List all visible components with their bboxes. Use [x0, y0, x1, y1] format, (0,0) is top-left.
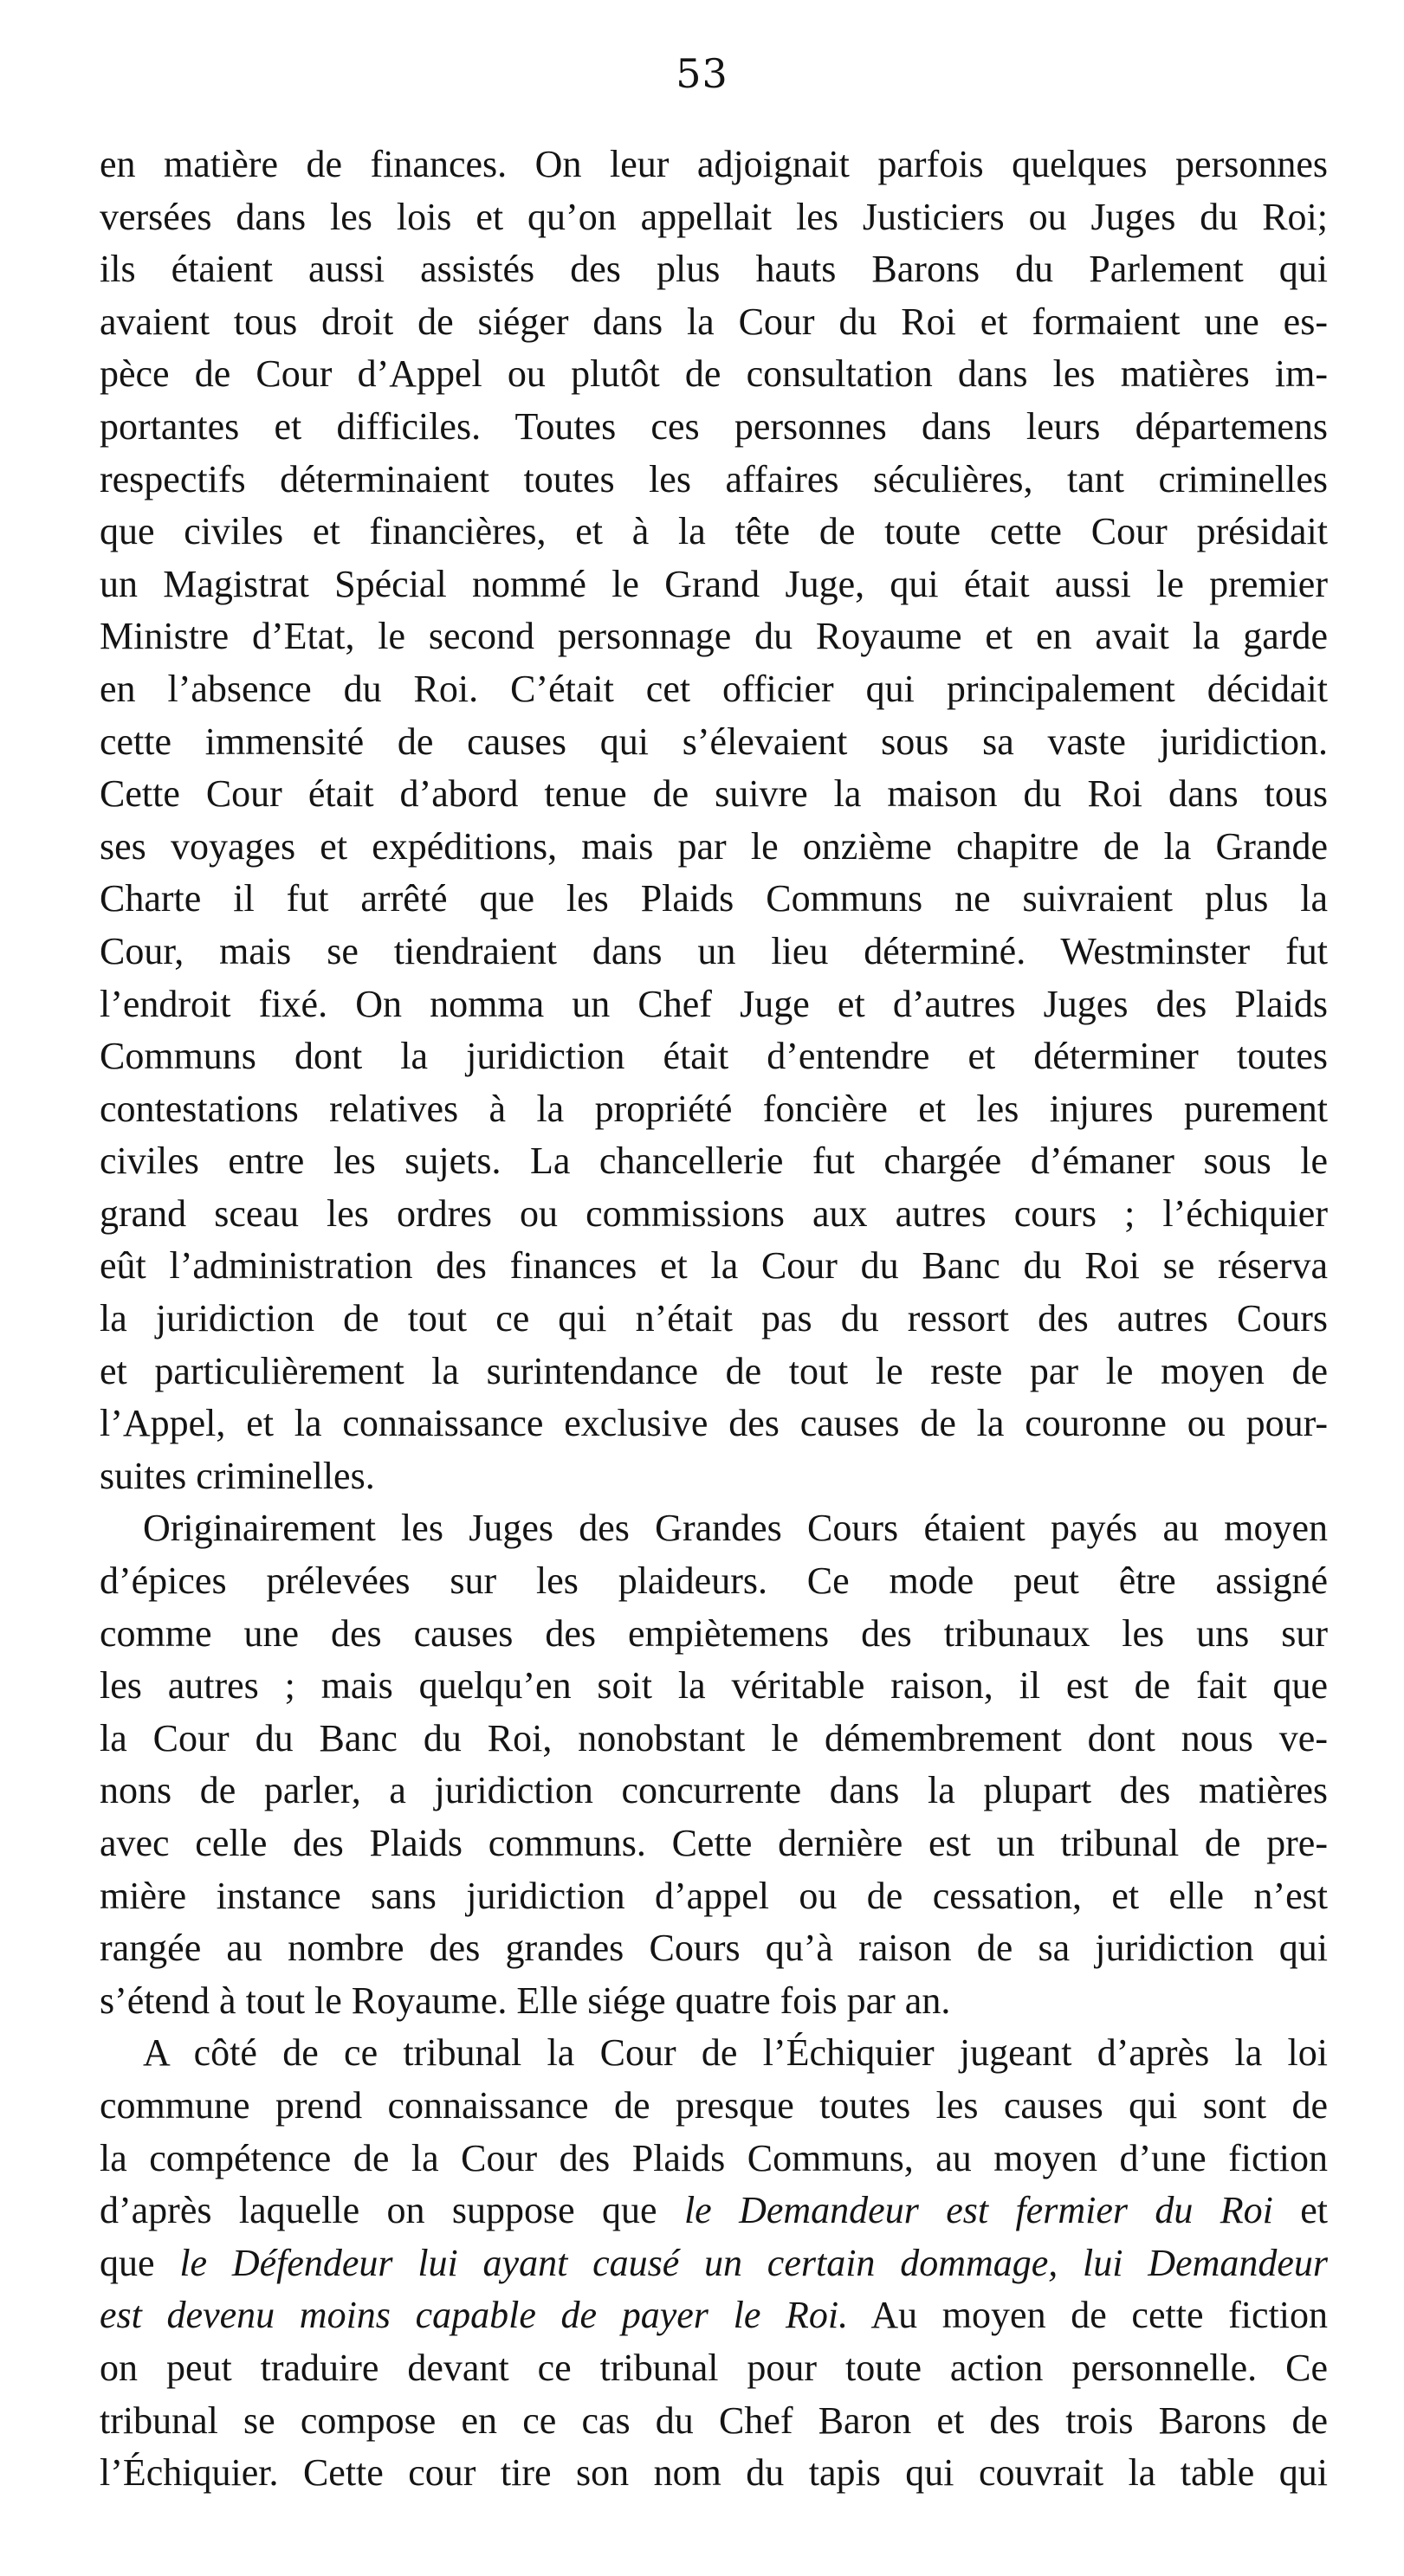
text-run: Au moyen de cette fiction	[848, 2294, 1328, 2337]
text-run: portantes et difficiles. Toutes ces personnes dans leurs départemens	[100, 404, 1328, 448]
text-run: avec celle des Plaids communs. Cette dernière est un tribunal de pre-	[100, 1822, 1328, 1864]
text-run: un Magistrat Spécial nommé le Grand Juge, qui était aussi le premier	[100, 562, 1328, 605]
text-run: d’épices prélevées sur les plaideurs. Ce mode peut être assigné	[100, 1559, 1328, 1603]
text-line	[100, 1346, 1328, 1398]
text-line	[100, 1660, 1328, 1713]
text-line	[100, 926, 1328, 978]
text-line	[100, 2133, 1328, 2185]
text-line	[100, 2027, 1328, 2080]
text-line	[100, 1135, 1328, 1188]
text-line	[100, 978, 1328, 1031]
text-run: ils étaient aussi assistés des plus hauts Barons du Parlement qui	[100, 248, 1328, 291]
text-run: rangée au nombre des grandes Cours qu’à raison de sa juridiction qui	[100, 1927, 1328, 1970]
text-run: en l’absence du Roi. C’était cet officier qui principalement décidait	[100, 667, 1328, 710]
text-line	[100, 1240, 1328, 1293]
text-line	[100, 873, 1328, 926]
text-line	[100, 768, 1328, 821]
text-line	[100, 191, 1328, 244]
text-line	[100, 1398, 1328, 1450]
text-line	[100, 1030, 1328, 1083]
text-run: ses voyages et expéditions, mais par le onzième chapitre de la Grande	[100, 824, 1328, 868]
text-run: l’Échiquier. Cette cour tire son nom du tapis qui couvrait la table qui	[100, 2451, 1328, 2495]
text-line	[100, 454, 1328, 507]
text-line	[100, 558, 1328, 611]
text-line	[100, 1555, 1328, 1608]
text-run: contestations relatives à la propriété foncière et les injures purement	[100, 1087, 1328, 1130]
text-run: en matière de finances. On leur adjoignait parfois quelques personnes	[100, 143, 1328, 185]
text-line	[100, 1765, 1328, 1817]
text-run: eût l’administration des finances et la Cour du Banc du Roi se réserva	[100, 1244, 1328, 1288]
text-run: Cette Cour était d’abord tenue de suivre la maison du Roi dans tous	[100, 772, 1328, 816]
text-line	[100, 1083, 1328, 1136]
body-text	[100, 139, 1328, 2500]
text-run: respectifs déterminaient toutes les affaires séculières, tant criminelles	[100, 457, 1328, 500]
text-line	[100, 296, 1328, 349]
text-run: avaient tous droit de siéger dans la Cour du Roi et formaient une es-	[100, 300, 1328, 343]
text-run: l’Appel, et la connaissance exclusive des causes de la couronne ou pour-	[100, 1402, 1328, 1445]
text-run: l’endroit fixé. On nomma un Chef Juge et d’autres Juges des Plaids	[100, 982, 1328, 1025]
text-line	[100, 716, 1328, 769]
text-line	[100, 243, 1328, 296]
text-line	[100, 2185, 1328, 2237]
text-line	[100, 821, 1328, 874]
text-line	[100, 506, 1328, 558]
text-run: grand sceau les ordres ou commissions aux autres cours ; l’échiquier	[100, 1191, 1328, 1235]
text-run: on peut traduire devant ce tribunal pour toute action personnelle. Ce	[100, 2346, 1328, 2389]
text-line	[100, 348, 1328, 401]
italic-text: le Défendeur lui ayant causé un certain dommage, lui Demandeur	[179, 2241, 1328, 2284]
page-number: 53	[676, 50, 728, 97]
text-line	[100, 1922, 1328, 1975]
text-run: que civiles et financières, et à la tête de toute cette Cour présidait	[100, 510, 1328, 553]
text-line	[100, 1293, 1328, 1346]
text-run: Cour, mais se tiendraient dans un lieu déterminé. Westminster fut	[100, 929, 1328, 972]
text-line	[100, 1817, 1328, 1870]
text-run: la Cour du Banc du Roi, nonobstant le démembrement dont nous ve-	[100, 1716, 1328, 1759]
text-run: la juridiction de tout ce qui n’était pas du ressort des autres Cours	[100, 1297, 1328, 1340]
text-line	[100, 1188, 1328, 1241]
text-run: comme une des causes des empiètemens des tribunaux les uns sur	[100, 1611, 1328, 1655]
text-run: A côté de ce tribunal la Cour de l’Échiquier jugeant d’après la loi	[143, 2031, 1328, 2075]
text-line	[100, 139, 1328, 191]
text-line	[100, 663, 1328, 716]
text-run: civiles entre les sujets. La chancellerie fut chargée d’émaner sous le	[100, 1140, 1328, 1183]
text-line	[100, 2080, 1328, 2133]
text-run: s’étend à tout le Royaume. Elle siége quatre fois par an.	[100, 1979, 951, 2022]
text-run: cette immensité de causes qui s’élevaient sous sa vaste juridiction.	[100, 720, 1328, 763]
text-run: d’après laquelle on suppose que	[100, 2189, 684, 2232]
text-line	[100, 2395, 1328, 2448]
text-run: les autres ; mais quelqu’en soit la véritable raison, il est de fait que	[100, 1664, 1328, 1708]
text-line	[100, 1713, 1328, 1766]
text-line	[100, 1870, 1328, 1923]
text-run: versées dans les lois et qu’on appellait les Justiciers ou Juges du Roi;	[100, 195, 1328, 238]
text-run: que	[100, 2241, 180, 2284]
text-run: Ministre d’Etat, le second personnage du Royaume et en avait la garde	[100, 615, 1328, 658]
text-run: Communs dont la juridiction était d’entendre et déterminer toutes	[100, 1035, 1328, 1078]
text-line	[100, 1975, 1328, 2028]
text-run: mière instance sans juridiction d’appel ou de cessation, et elle n’est	[100, 1874, 1328, 1917]
text-run: suites criminelles.	[100, 1454, 375, 1497]
text-run: nons de parler, a juridiction concurrente dans la plupart des matières	[100, 1769, 1328, 1812]
text-run: et	[1272, 2189, 1328, 2232]
text-run: pèce de Cour d’Appel ou plutôt de consultation dans les matières im-	[100, 352, 1328, 396]
italic-text: est devenu moins capable de payer le Roi.	[100, 2294, 849, 2337]
italic-text: le Demandeur est fermier du Roi	[683, 2189, 1273, 2232]
text-line	[100, 610, 1328, 663]
text-line	[100, 2447, 1328, 2500]
text-run: et particulièrement la surintendance de tout le reste par le moyen de	[100, 1349, 1328, 1392]
text-line	[100, 2237, 1328, 2290]
text-line	[100, 1608, 1328, 1661]
text-line	[100, 2342, 1328, 2395]
text-run: Charte il fut arrêté que les Plaids Communs ne suivraient plus la	[100, 877, 1328, 920]
text-line	[100, 2289, 1328, 2342]
text-line	[100, 1502, 1328, 1555]
text-run: commune prend connaissance de presque toutes les causes qui sont de	[100, 2083, 1328, 2127]
text-run: Originairement les Juges des Grandes Cours étaient payés au moyen	[143, 1507, 1328, 1550]
text-run: tribunal se compose en ce cas du Chef Baron et des trois Barons de	[100, 2398, 1328, 2442]
text-run: la compétence de la Cour des Plaids Communs, au moyen d’une fiction	[100, 2136, 1328, 2179]
text-line	[100, 1450, 1328, 1503]
text-line	[100, 401, 1328, 454]
